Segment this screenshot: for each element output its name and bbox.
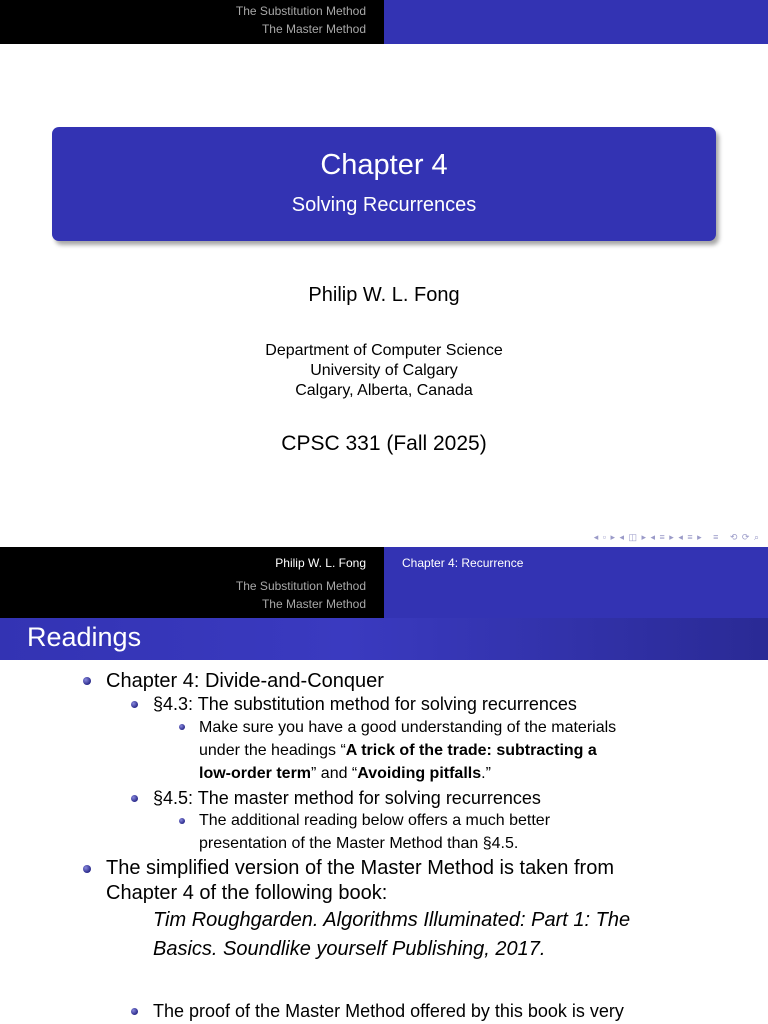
author-name: Philip W. L. Fong bbox=[308, 284, 460, 306]
bold-phrase: A trick of the trade: subtracting a bbox=[345, 742, 597, 759]
text-fragment: .” bbox=[481, 765, 491, 782]
slide2-header-left bbox=[0, 547, 384, 618]
bullet-icon bbox=[131, 701, 138, 708]
list-item-line: Chapter 4 of the following book: bbox=[106, 882, 388, 904]
bold-phrase: low-order term bbox=[199, 765, 312, 782]
text-fragment: under the headings “ bbox=[199, 742, 346, 759]
title-block bbox=[52, 127, 716, 241]
list-item: The simplified version of the Master Method is taken from bbox=[106, 857, 614, 879]
bullet-icon bbox=[83, 865, 91, 873]
bullet-icon bbox=[179, 818, 185, 824]
citation-line: Tim Roughgarden. Algorithms Illuminated: Part 1: The bbox=[153, 909, 631, 931]
slide2-header-right bbox=[384, 547, 768, 618]
bold-phrase: Avoiding pitfalls bbox=[357, 765, 482, 782]
section-link-substitution[interactable]: The Substitution Method bbox=[235, 579, 366, 593]
citation-line: Basics. Soundlike yourself Publishing, 2017. bbox=[153, 938, 546, 960]
list-item-line: presentation of the Master Method than §4.5. bbox=[199, 835, 519, 852]
text-fragment: ” and “ bbox=[311, 765, 358, 782]
list-item-line bbox=[199, 740, 597, 762]
bullet-icon bbox=[131, 795, 138, 802]
list-item: Make sure you have a good understanding of the materials bbox=[199, 719, 617, 736]
list-item-line bbox=[199, 763, 491, 785]
institute-line: Department of Computer Science bbox=[265, 342, 503, 359]
bullet-icon bbox=[131, 1008, 138, 1015]
list-item: Chapter 4: Divide-and-Conquer bbox=[106, 670, 384, 692]
header-author: Philip W. L. Fong bbox=[275, 556, 366, 570]
section-link-substitution[interactable]: The Substitution Method bbox=[235, 4, 366, 18]
slide1-header-right bbox=[384, 0, 768, 44]
bullet-icon bbox=[83, 677, 91, 685]
list-item: The additional reading below offers a much better bbox=[199, 812, 551, 829]
institute-line: University of Calgary bbox=[310, 362, 458, 379]
beamer-navigation-icons[interactable]: ◂ ▫ ▸ ◂ ◫ ▸ ◂ ≡ ▸ ◂ ≡ ▸ ≡ ⟲ ⟳ ⌕ bbox=[593, 532, 760, 542]
header-chapter: Chapter 4: Recurrence bbox=[402, 556, 524, 570]
frame-title-bar bbox=[0, 618, 768, 660]
list-item: The proof of the Master Method offered by this book is very bbox=[153, 1001, 624, 1021]
frame-title: Readings bbox=[27, 622, 142, 652]
list-item: §4.5: The master method for solving recurrences bbox=[153, 788, 541, 808]
institute bbox=[0, 341, 768, 401]
slide-subtitle: Solving Recurrences bbox=[291, 194, 477, 216]
section-link-master[interactable]: The Master Method bbox=[261, 22, 366, 36]
course-label: CPSC 331 (Fall 2025) bbox=[281, 432, 487, 455]
list-item: §4.3: The substitution method for solving recurrences bbox=[153, 694, 577, 714]
institute-line: Calgary, Alberta, Canada bbox=[295, 382, 473, 399]
bullet-icon bbox=[179, 724, 185, 730]
slide1-header-sections bbox=[0, 0, 384, 44]
section-link-master[interactable]: The Master Method bbox=[261, 597, 366, 611]
slide-title: Chapter 4 bbox=[320, 149, 448, 181]
